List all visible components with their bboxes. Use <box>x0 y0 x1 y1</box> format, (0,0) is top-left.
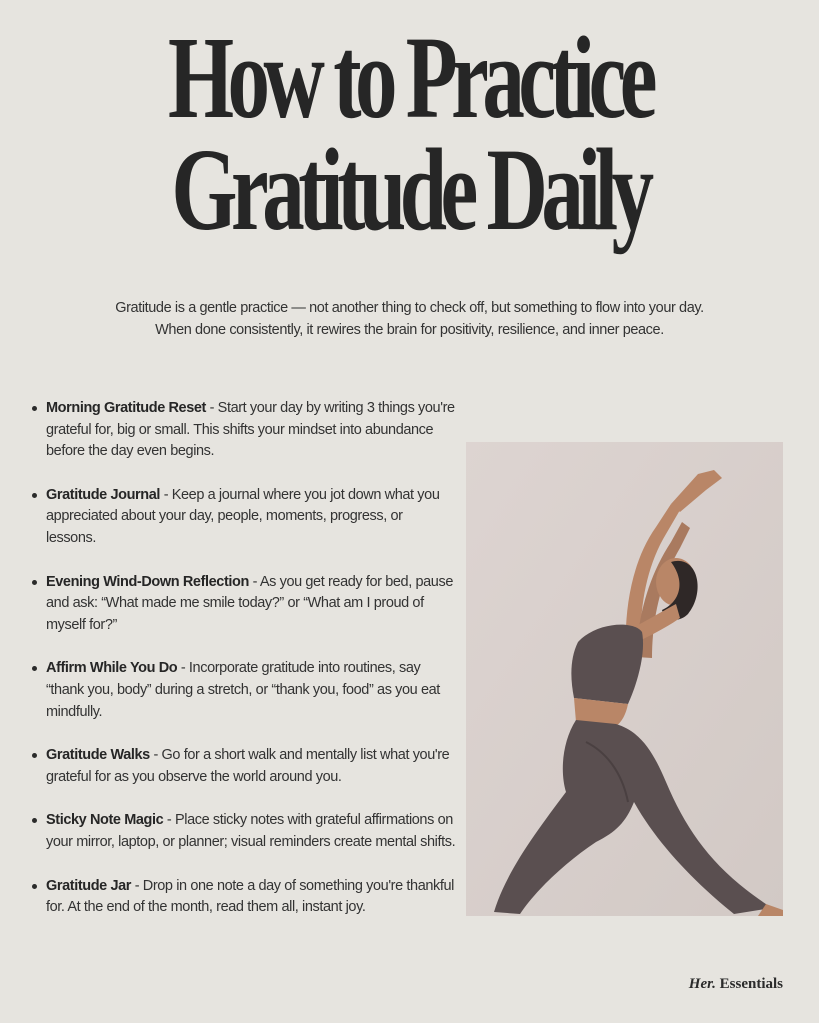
brand-logo <box>689 976 783 993</box>
tip-text: - Keep a journal where you jot down what you appreciated about your day, people, moments, progress, or lessons. <box>46 486 440 546</box>
tip-item <box>26 658 456 723</box>
tips-list <box>26 398 456 919</box>
tip-item <box>26 485 456 550</box>
tip-name: Gratitude Walks <box>46 747 150 764</box>
tip-name: Sticky Note Magic <box>46 812 164 829</box>
yoga-photo <box>466 442 783 916</box>
tip-name: Affirm While You Do <box>46 660 178 677</box>
title-line-1: How to Practice <box>167 12 652 143</box>
intro-line-1: Gratitude is a gentle practice — not another thing to check off, but something to flow into your day. <box>115 300 704 316</box>
tip-text: - Place sticky notes with grateful affirmations on your mirror, laptop, or planner; visual reminders create mental shifts. <box>46 812 456 850</box>
tip-item <box>26 745 456 788</box>
tip-item <box>26 876 456 919</box>
brand-essentials: Essentials <box>719 976 783 992</box>
tip-name: Morning Gratitude Reset <box>46 400 206 416</box>
intro-line-2: When done consistently, it rewires the brain for positivity, resilience, and inner peace. <box>155 322 664 338</box>
tip-text: - Drop in one note a day of something you're thankful for. At the end of the month, read them all, instant joy. <box>46 877 454 916</box>
tip-name: Gratitude Jar <box>46 877 132 894</box>
brand-her: Her. <box>688 976 716 992</box>
page-title <box>115 12 705 255</box>
title-line-2: Gratitude Daily <box>171 124 648 255</box>
tip-text: - Incorporate gratitude into routines, say “thank you, body” during a stretch, or “thank you, food” as you eat mindfully. <box>46 660 440 720</box>
tip-text: - Start your day by writing 3 things you're grateful for, big or small. This shifts your mindset into abundance before the day even begins. <box>46 400 455 460</box>
tip-item <box>26 398 456 463</box>
tip-name: Gratitude Journal <box>46 486 161 503</box>
tip-text: - As you get ready for bed, pause and ask: “What made me smile today?” or “What am I proud of myself for?” <box>46 573 453 633</box>
tip-item <box>26 810 456 853</box>
tip-name: Evening Wind-Down Reflection <box>46 573 249 590</box>
yoga-pose-illustration <box>466 442 783 916</box>
tip-item <box>26 572 456 637</box>
tip-text: - Go for a short walk and mentally list what you're grateful for as you observe the world around you. <box>46 747 450 785</box>
intro-paragraph <box>60 297 759 341</box>
